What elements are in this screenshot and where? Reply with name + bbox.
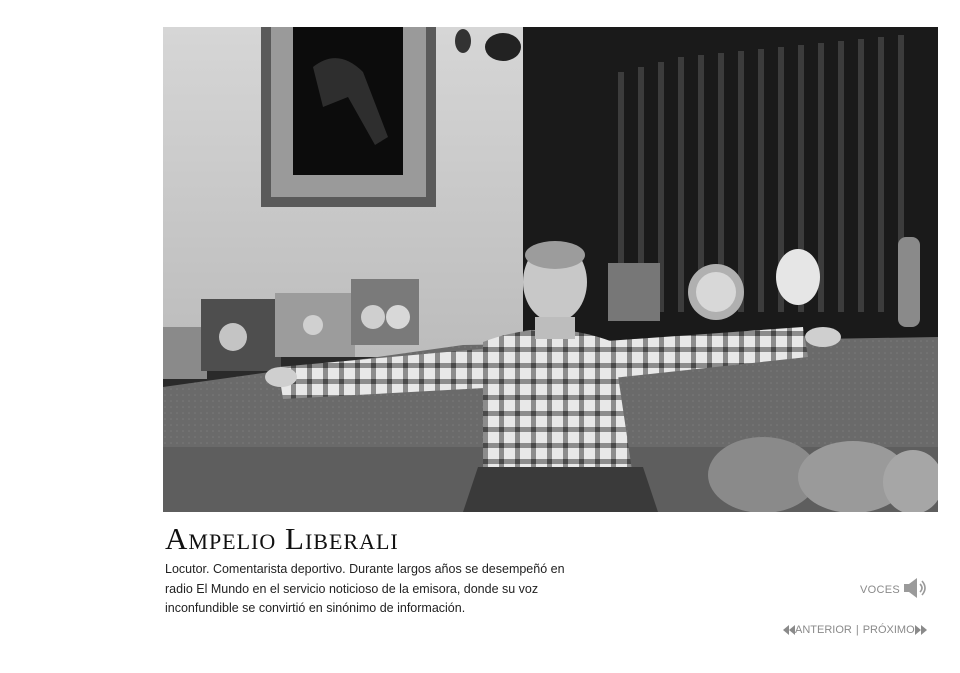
- voices-label: VOCES: [860, 584, 901, 596]
- person-bio: Locutor. Comentarista deportivo. Durante largos años se desempeñó en radio El Mundo en el servicio noticioso de la emisora, donde su voz inconfundible se convirtió en sinónimo de información.: [165, 562, 565, 615]
- voices-audio-button[interactable]: [860, 578, 929, 602]
- nav-separator: |: [855, 624, 859, 636]
- double-left-arrow-icon: [783, 625, 795, 635]
- double-right-arrow-icon: [915, 625, 927, 635]
- portrait-photo-illustration: [163, 27, 938, 512]
- previous-link[interactable]: ANTERIOR: [795, 624, 852, 636]
- next-link[interactable]: PRÓXIMO: [862, 624, 915, 636]
- pagination-nav: [783, 624, 927, 636]
- person-name: Ampelio Liberali: [165, 521, 399, 556]
- speaker-icon: [903, 576, 929, 605]
- portrait-photo: [163, 27, 938, 512]
